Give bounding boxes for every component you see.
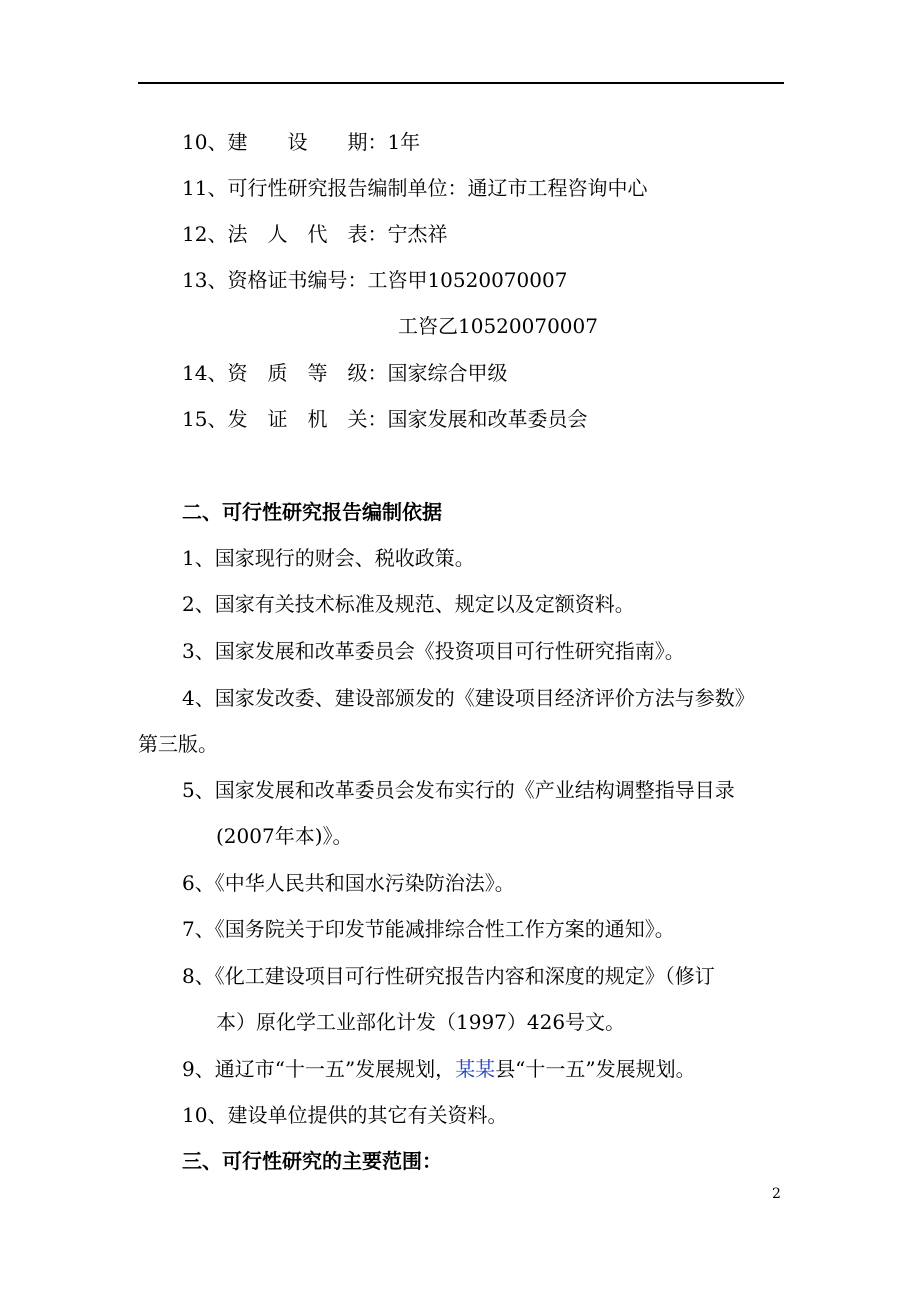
basis-item-8: 8、《化工建设项目可行性研究报告内容和深度的规定》（修订 (182, 964, 715, 988)
item-issuing-authority: 15、发 证 机 关：国家发展和改革委员会 (182, 407, 588, 431)
item-legal-representative: 12、法 人 代 表：宁杰祥 (182, 222, 448, 246)
basis-item-8-cont: 本）原化学工业部化计发（1997）426号文。 (216, 1010, 626, 1034)
basis-item-10: 10、建设单位提供的其它有关资料。 (182, 1103, 508, 1127)
basis-item-9-text: 9、通辽市“十一五”发展规划， (182, 1057, 456, 1081)
item-certificate-number: 13、资格证书编号：工咨甲10520070007 (182, 268, 568, 292)
section-3-heading: 三、可行性研究的主要范围： (182, 1149, 442, 1173)
basis-item-6: 6、《中华人民共和国水污染防治法》。 (182, 871, 515, 895)
basis-item-7: 7、《国务院关于印发节能减排综合性工作方案的通知》。 (182, 917, 675, 941)
basis-item-9-text-end: 县“十一五”发展规划。 (495, 1057, 696, 1081)
item-construction-period: 10、建 设 期：1年 (182, 130, 421, 154)
basis-item-3: 3、国家发展和改革委员会《投资项目可行性研究指南》。 (182, 639, 685, 663)
county-name-link[interactable]: 某某 (455, 1057, 496, 1081)
page-number: 2 (772, 1186, 781, 1202)
basis-item-4: 4、国家发改委、建设部颁发的《建设项目经济评价方法与参数》 (182, 686, 755, 710)
section-2-heading: 二、可行性研究报告编制依据 (182, 500, 442, 524)
basis-item-4-cont: 第三版。 (138, 732, 218, 756)
basis-item-5-cont: (2007年本)》。 (216, 824, 353, 848)
item-certificate-number-2: 工咨乙10520070007 (398, 314, 598, 338)
item-report-compiler: 11、可行性研究报告编制单位：通辽市工程咨询中心 (182, 176, 648, 200)
header-rule (138, 82, 784, 84)
basis-item-5: 5、国家发展和改革委员会发布实行的《产业结构调整指导目录 (182, 778, 735, 802)
basis-item-9 (182, 1057, 696, 1081)
item-qualification-grade: 14、资 质 等 级：国家综合甲级 (182, 361, 508, 385)
basis-item-2: 2、国家有关技术标准及规范、规定以及定额资料。 (182, 592, 635, 616)
basis-item-1: 1、国家现行的财会、税收政策。 (182, 546, 475, 570)
